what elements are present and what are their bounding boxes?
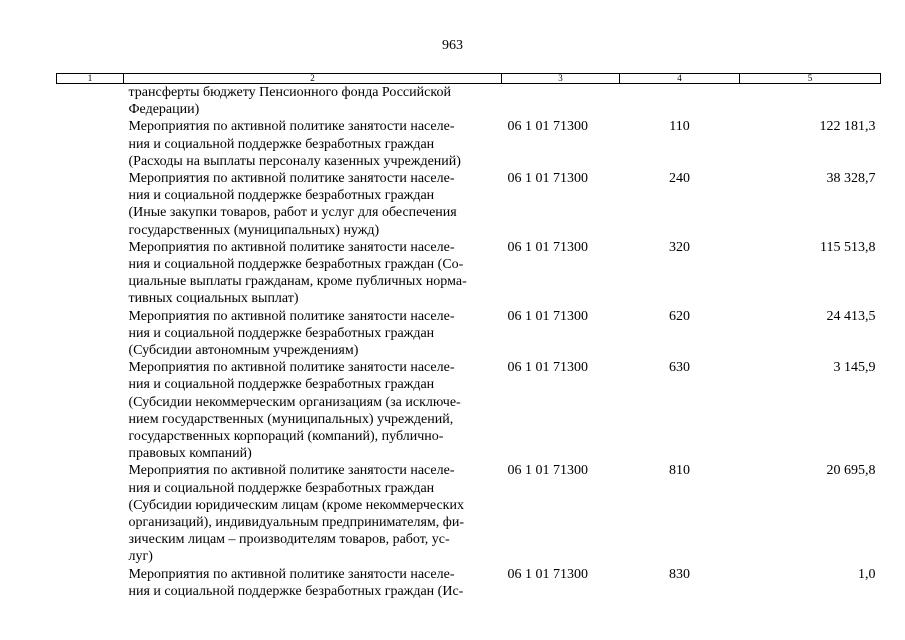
row-number-cell xyxy=(57,308,124,360)
table-header xyxy=(57,74,881,84)
amount-value: 24 413,5 xyxy=(826,308,876,324)
target-article-code xyxy=(502,84,620,119)
expense-name-cell xyxy=(124,118,502,170)
expense-name-line: Мероприятия по активной политике занятости населе- xyxy=(128,566,455,582)
expense-name-cell xyxy=(124,84,502,119)
expense-name-line: циальные выплаты гражданам, кроме публичных норма- xyxy=(128,274,467,290)
expense-name-cell xyxy=(124,359,502,462)
target-article-code: 06 1 01 71300 xyxy=(507,171,588,187)
row-number-cell xyxy=(57,170,124,239)
expense-name-cell xyxy=(124,462,502,565)
expense-name-cell xyxy=(124,566,502,600)
target-article-code: 06 1 01 71300 xyxy=(507,566,588,582)
table-row xyxy=(57,84,881,119)
amount-value xyxy=(740,84,881,119)
table-row xyxy=(57,118,881,170)
expense-name-line: нием государственных (муниципальных) учреждений, xyxy=(128,411,454,427)
expense-name-line: трансферты бюджету Пенсионного фонда Российской xyxy=(128,85,451,100)
expense-name-line: ния и социальной поддержке безработных граждан xyxy=(128,136,435,152)
expense-name-line: ния и социальной поддержке безработных граждан (Ис- xyxy=(128,583,464,599)
table-row xyxy=(57,359,881,462)
expense-name-line: Мероприятия по активной политике занятости населе- xyxy=(128,360,455,376)
expense-name-line: государственных корпораций (компаний), публично- xyxy=(128,429,444,445)
amount-value: 38 328,7 xyxy=(826,171,876,187)
expense-name-line: (Субсидии автономным учреждениям) xyxy=(128,343,359,359)
expense-name-line: Мероприятия по активной политике занятости населе- xyxy=(128,463,455,479)
table-row xyxy=(57,239,881,308)
column-number-2: 2 xyxy=(124,74,502,84)
expense-name-line: Мероприятия по активной политике занятости населе- xyxy=(128,239,455,255)
expense-type-code: 320 xyxy=(669,239,690,255)
expense-name-line: ния и социальной поддержке безработных граждан xyxy=(128,188,435,204)
table-row xyxy=(57,566,881,600)
expense-name-line: тивных социальных выплат) xyxy=(128,291,299,307)
expense-name-line: организаций), индивидуальным предпринимателям, фи- xyxy=(128,515,465,531)
target-article-code: 06 1 01 71300 xyxy=(507,360,588,376)
column-number-3: 3 xyxy=(502,74,620,84)
table-row xyxy=(57,170,881,239)
expense-name-line: луг) xyxy=(128,549,153,565)
row-number-cell xyxy=(57,462,124,565)
expense-name-line: Федерации) xyxy=(128,102,200,118)
expense-name-line: правовых компаний) xyxy=(128,446,252,462)
expense-name-line: (Субсидии некоммерческим организациям (за исключе- xyxy=(128,394,461,410)
table-row xyxy=(57,308,881,360)
target-article-code: 06 1 01 71300 xyxy=(507,308,588,324)
amount-value: 3 145,9 xyxy=(833,360,876,376)
expense-name-line: Мероприятия по активной политике занятости населе- xyxy=(128,119,455,135)
expense-name-line: Мероприятия по активной политике занятости населе- xyxy=(128,308,455,324)
amount-value: 122 181,3 xyxy=(819,119,876,135)
column-number-4: 4 xyxy=(620,74,740,84)
amount-value: 20 695,8 xyxy=(826,463,876,479)
row-number-cell xyxy=(57,359,124,462)
target-article-code: 06 1 01 71300 xyxy=(507,239,588,255)
expense-type-code: 830 xyxy=(669,566,690,582)
expense-name-line: ния и социальной поддержке безработных граждан xyxy=(128,325,435,341)
expense-name-cell xyxy=(124,239,502,308)
expense-name-cell xyxy=(124,308,502,360)
expense-name-line: (Иные закупки товаров, работ и услуг для обеспечения xyxy=(128,205,457,221)
expense-name-line: ния и социальной поддержке безработных граждан xyxy=(128,377,435,393)
row-number-cell xyxy=(57,118,124,170)
expense-name-line: (Субсидии юридическим лицам (кроме некоммерческих xyxy=(128,497,464,513)
expense-type-code: 810 xyxy=(669,463,690,479)
expense-name-line: ния и социальной поддержке безработных граждан (Со- xyxy=(128,257,464,273)
expense-name-line: государственных (муниципальных) нужд) xyxy=(128,222,380,238)
row-number-cell xyxy=(57,84,124,119)
table-body xyxy=(57,84,881,601)
amount-value: 1,0 xyxy=(858,566,876,582)
column-number-1: 1 xyxy=(57,74,124,84)
expense-type-code: 110 xyxy=(669,119,690,135)
expense-type-code xyxy=(620,84,740,119)
expense-name-line: ния и социальной поддержке безработных граждан xyxy=(128,480,435,496)
amount-value: 115 513,8 xyxy=(820,239,876,255)
target-article-code: 06 1 01 71300 xyxy=(507,119,588,135)
row-number-cell xyxy=(57,239,124,308)
row-number-cell xyxy=(57,566,124,600)
column-number-5: 5 xyxy=(740,74,881,84)
table-row xyxy=(57,462,881,565)
expense-type-code: 620 xyxy=(669,308,690,324)
expense-name-line: зическим лицам – производителям товаров, работ, ус- xyxy=(128,532,450,548)
header-row xyxy=(57,74,881,84)
expense-type-code: 240 xyxy=(669,171,690,187)
page-number: 963 xyxy=(442,38,463,53)
budget-table xyxy=(56,73,881,600)
expense-type-code: 630 xyxy=(669,360,690,376)
target-article-code: 06 1 01 71300 xyxy=(507,463,588,479)
expense-name-line: Мероприятия по активной политике занятости населе- xyxy=(128,171,455,187)
expense-name-line: (Расходы на выплаты персоналу казенных учреждений) xyxy=(128,153,461,169)
expense-name-cell xyxy=(124,170,502,239)
